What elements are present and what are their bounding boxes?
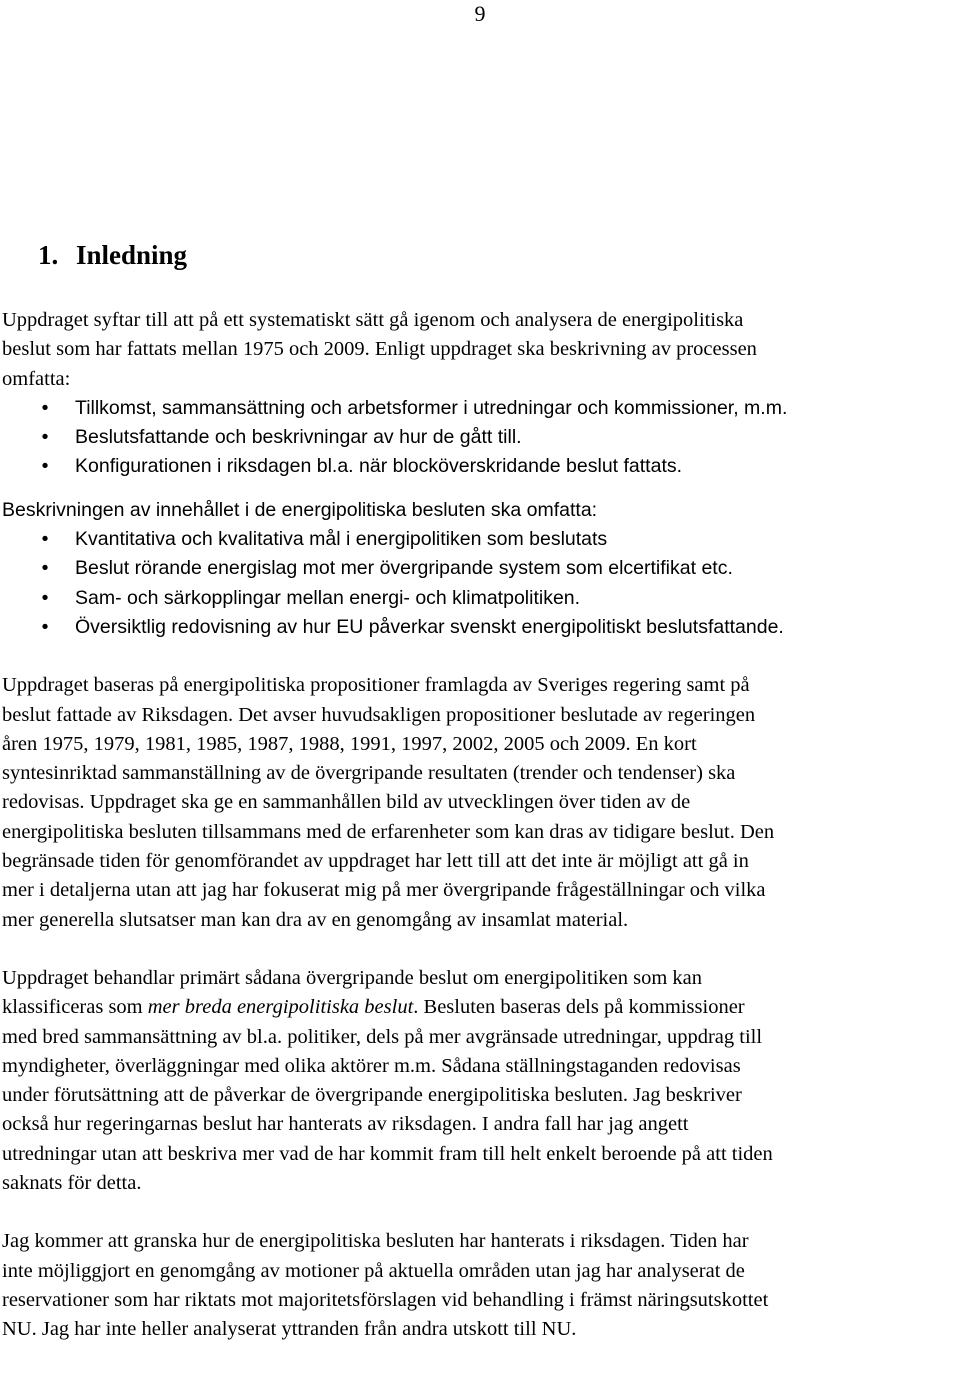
process-bullet-list [2,394,960,482]
text-line: energipolitiska besluten tillsammans med de erfarenheter som kan dras av tidigare beslut. Den [2,820,775,843]
text-line: beslut som har fattats mellan 1975 och 2009. Enligt uppdraget ska beskrivning av processen [2,338,757,361]
list-item-text: Beslut rörande energislag mot mer övergripande system som elcertifikat etc. [75,557,733,580]
list-item [2,525,960,554]
body-paragraph [2,1227,960,1344]
text-line: utredningar utan att beskriva mer vad de har kommit fram till helt enkelt beroende på att tiden [2,1142,773,1165]
text-line: åren 1975, 1979, 1981, 1985, 1987, 1988, 1991, 1997, 2002, 2005 och 2009. En kort [2,732,697,755]
list-item-text: Tillkomst, sammansättning och arbetsformer i utredningar och kommissioner, m.m. [75,396,788,419]
list-item-text: Sam- och särkopplingar mellan energi- och klimatpolitiken. [75,586,581,609]
list-item-text: Översiktlig redovisning av hur EU påverkar svenskt energipolitiskt beslutsfattande. [75,615,784,638]
text-line: också hur regeringarnas beslut har hanterats av riksdagen. I andra fall har jag angett [2,1113,689,1136]
list-item [2,452,960,481]
content-lead: Beskrivningen av innehållet i de energipolitiska besluten ska omfatta: [2,498,598,521]
intro-paragraph [2,306,960,394]
text-line: Uppdraget behandlar primärt sådana övergripande beslut om energipolitiken som kan [2,966,703,989]
text-line: beslut fattade av Riksdagen. Det avser huvudsakligen propositioner beslutade av regeringen [2,703,756,726]
text-line: NU. Jag har inte heller analyserat yttranden från andra utskott till NU. [2,1318,577,1341]
text-line: reservationer som har riktats mot majoritetsförslagen vid behandling i främst näringsutskottet [2,1288,769,1311]
list-item [2,554,960,583]
text-line: Uppdraget syftar till att på ett systematiskt sätt gå igenom och analysera de energipolitiska [2,309,744,331]
text-line: redovisas. Uppdraget ska ge en sammanhållen bild av utvecklingen över tiden av de [2,791,691,814]
document-body [2,306,960,1345]
text-line: inte möjliggjort en genomgång av motioner på aktuella områden utan jag har analyserat de [2,1259,745,1282]
page-number: 9 [474,1,486,26]
list-item-text: Konfigurationen i riksdagen bl.a. när blocköverskridande beslut fattats. [75,455,683,478]
bullet-icon: • [41,455,49,478]
list-item [2,394,960,423]
text-line: med bred sammansättning av bl.a. politiker, dels på mer avgränsade utredningar, uppdrag till [2,1025,763,1048]
list-item-text: Beslutsfattande och beskrivningar av hur de gått till. [75,426,522,449]
section-number: 1. [38,240,59,270]
body-paragraph [2,964,960,1198]
content-bullet-list [2,525,960,642]
text-line: syntesinriktad sammanställning av de övergripande resultaten (trender och tendenser) ska [2,762,736,785]
section-title: Inledning [76,240,188,270]
emphasized-term: mer breda energipolitiska beslut [147,996,414,1019]
bullet-icon: • [41,396,49,419]
bullet-icon: • [41,528,49,551]
text-line: Uppdraget baseras på energipolitiska propositioner framlagda av Sveriges regering samt på [2,674,750,697]
text-line: under förutsättning att de påverkar de övergripande energipolitiska besluten. Jag beskriver [2,1084,742,1107]
text-line: mer generella slutsatser man kan dra av en genomgång av insamlat material. [2,908,629,931]
list-item [2,613,960,642]
list-item [2,584,960,613]
text-line: omfatta: [2,367,71,390]
bullet-icon: • [41,557,49,580]
bullet-icon: • [41,426,49,449]
text-line: begränsade tiden för genomförandet av uppdraget har lett till att det inte är möjligt att gå in [2,850,749,873]
text-line: Jag kommer att granska hur de energipolitiska besluten har hanterats i riksdagen. Tiden har [2,1230,749,1253]
text-line: klassificeras som mer breda energipolitiska beslut. Besluten baseras dels på kommissioner [2,996,745,1019]
list-item-text: Kvantitativa och kvalitativa mål i energipolitiken som beslutats [75,528,608,551]
body-paragraph [2,671,960,935]
bullet-icon: • [41,586,49,609]
section-heading [38,238,187,272]
text-line: myndigheter, överläggningar med olika aktörer m.m. Sådana ställningstaganden redovisas [2,1054,741,1077]
text-line: saknats för detta. [2,1172,142,1195]
list-item [2,423,960,452]
text-line: mer i detaljerna utan att jag har fokuserat mig på mer övergripande frågeställningar och vilka [2,879,766,902]
bullet-icon: • [41,615,49,638]
